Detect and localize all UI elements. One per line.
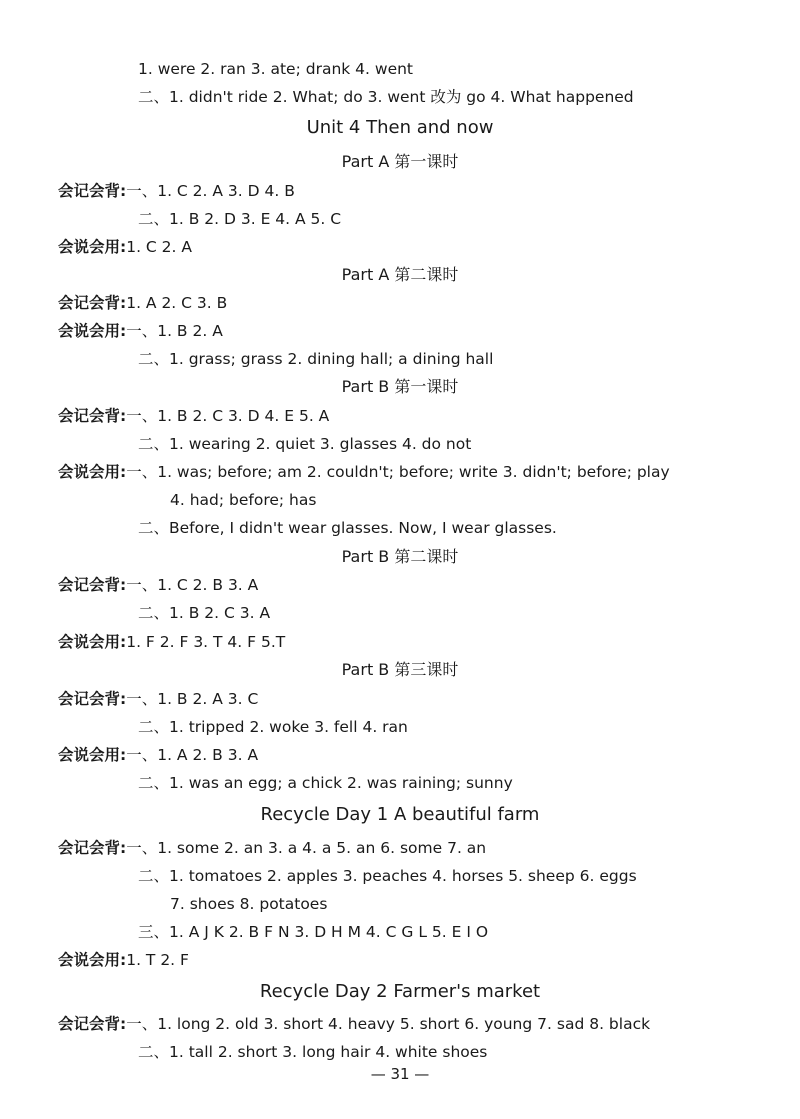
section-label: 会记会背:: [58, 294, 127, 312]
section-label: 会记会背:: [58, 1015, 127, 1033]
section-label: 会记会背:: [58, 407, 127, 425]
section-label: 会说会用:: [58, 746, 127, 764]
section-label: 会说会用:: [58, 951, 127, 969]
answer-text: 一、1. was; before; am 2. couldn't; before; write 3. didn't; before; play: [126, 463, 670, 481]
section-heading: Part B 第三课时: [341, 660, 459, 679]
answer-text: 一、1. B 2. A 3. C: [126, 690, 259, 708]
answer-line: 二、1. tomatoes 2. apples 3. peaches 4. horses 5. sheep 6. eggs: [138, 867, 637, 885]
answer-text: 一、1. B 2. A: [126, 322, 223, 340]
section-label: 会记会背:: [58, 839, 127, 857]
section-label: 会说会用:: [58, 238, 127, 256]
answer-text: 一、1. A 2. B 3. A: [126, 746, 259, 764]
answer-line: 二、1. tripped 2. woke 3. fell 4. ran: [138, 718, 408, 736]
answer-line: [58, 237, 192, 257]
unit-title: Recycle Day 2 Farmer's market: [259, 981, 541, 1002]
answer-line: [58, 575, 258, 595]
answer-line: 二、1. B 2. C 3. A: [138, 604, 271, 622]
answer-line: 二、1. B 2. D 3. E 4. A 5. C: [138, 210, 342, 228]
answer-line: [58, 838, 486, 858]
answer-line: [58, 293, 227, 313]
answer-line: 二、Before, I didn't wear glasses. Now, I wear glasses.: [138, 519, 557, 537]
answer-line: 4. had; before; has: [170, 491, 317, 509]
section-heading: Part A 第二课时: [341, 265, 459, 284]
answer-line: 二、1. tall 2. short 3. long hair 4. white shoes: [138, 1043, 488, 1061]
answer-text: 一、1. C 2. B 3. A: [126, 576, 259, 594]
answer-text: 1. C 2. A: [126, 238, 192, 256]
answer-line: [58, 181, 295, 201]
answer-text: 1. T 2. F: [126, 951, 189, 969]
answer-line: [58, 321, 223, 341]
unit-title: Unit 4 Then and now: [306, 117, 494, 138]
answer-line: 1. were 2. ran 3. ate; drank 4. went: [138, 60, 414, 78]
answer-line: 二、1. wearing 2. quiet 3. glasses 4. do not: [138, 435, 472, 453]
answer-line: [58, 406, 329, 426]
answer-line: 二、1. didn't ride 2. What; do 3. went 改为 go 4. What happened: [138, 88, 634, 106]
answer-line: [58, 745, 258, 765]
answer-text: 一、1. some 2. an 3. a 4. a 5. an 6. some 7. an: [126, 839, 487, 857]
answer-text: 1. F 2. F 3. T 4. F 5.T: [126, 633, 286, 651]
answer-line: 二、1. was an egg; a chick 2. was raining; sunny: [138, 774, 513, 792]
answer-line: [58, 689, 258, 709]
answer-line: 二、1. grass; grass 2. dining hall; a dining hall: [138, 350, 494, 368]
section-label: 会说会用:: [58, 463, 127, 481]
section-heading: Part A 第一课时: [341, 152, 459, 171]
section-heading: Part B 第二课时: [341, 547, 459, 566]
section-label: 会记会背:: [58, 182, 127, 200]
section-heading: Part B 第一课时: [341, 377, 459, 396]
section-label: 会记会背:: [58, 690, 127, 708]
section-label: 会说会用:: [58, 322, 127, 340]
answer-line: [58, 1014, 650, 1034]
answer-text: 1. A 2. C 3. B: [126, 294, 228, 312]
answer-text: 一、1. B 2. C 3. D 4. E 5. A: [126, 407, 330, 425]
unit-title: Recycle Day 1 A beautiful farm: [260, 804, 540, 825]
answer-line: 三、1. A J K 2. B F N 3. D H M 4. C G L 5. E I O: [138, 923, 489, 941]
answer-text: 一、1. C 2. A 3. D 4. B: [126, 182, 295, 200]
answer-line: [58, 950, 189, 970]
answer-line: [58, 462, 670, 482]
answer-line: [58, 632, 285, 652]
section-label: 会说会用:: [58, 633, 127, 651]
answer-line: 7. shoes 8. potatoes: [170, 895, 328, 913]
section-label: 会记会背:: [58, 576, 127, 594]
answer-text: 一、1. long 2. old 3. short 4. heavy 5. short 6. young 7. sad 8. black: [126, 1015, 651, 1033]
page-number: — 31 —: [370, 1065, 430, 1083]
